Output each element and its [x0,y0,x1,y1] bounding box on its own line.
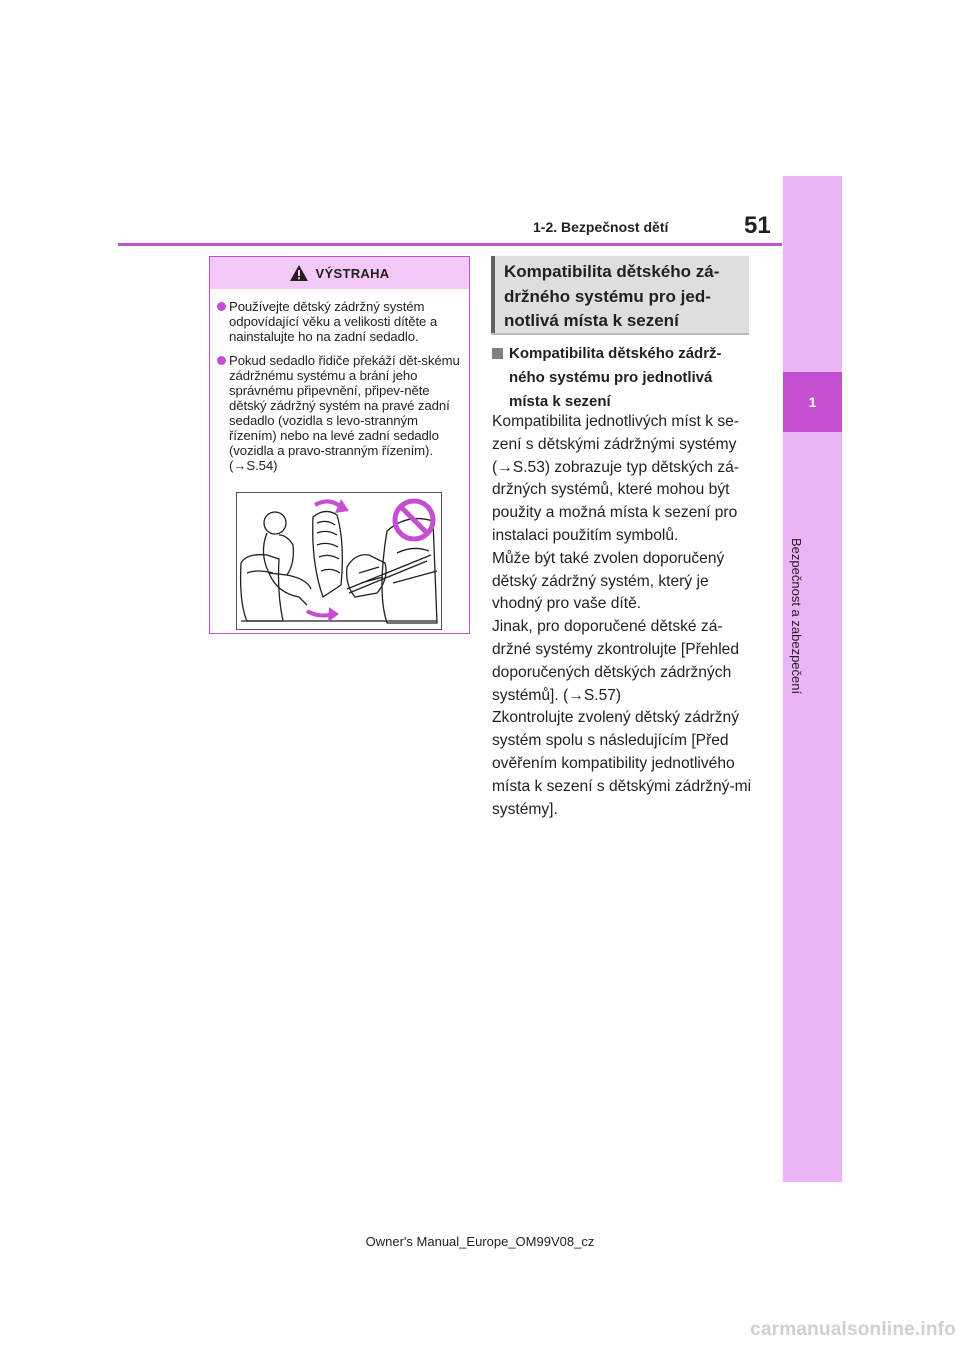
body-text [492,411,754,821]
chapter-number-badge: 1 [783,372,842,432]
child-seat-illustration [236,492,442,630]
subheading-text: Kompatibilita dětského zádrž-ného systému pro jednotlivá místa k sezení [509,345,722,410]
header-rule [118,243,782,246]
chapter-label: Bezpečnost a zabezpečení [789,538,804,695]
paragraph: Jinak, pro doporučené dětské zá-držné systémy zkontrolujte [Přehled doporučených dětských zádržných systémů]. (→S.57) [492,618,740,704]
footer-manual-id: Owner's Manual_Europe_OM99V08_cz [365,1234,595,1249]
paragraph: Může být také zvolen doporučený dětský zádržný systém, který je vhodný pro vaše dítě. [492,549,725,613]
square-bullet-icon [492,348,503,359]
paragraph: Kompatibilita jednotlivých míst k se-zení s dětskými zádržnými systémy (→S.53) zobrazuje typ dětských zá-držných systémů, které mohou být použity a možná místa k sezení pro instalaci použitím symbolů. [492,413,740,544]
section-title: 1-2. Bezpečnost dětí [533,219,669,235]
paragraph: Zkontrolujte zvolený dětský zádržný systém spolu s následujícím [Před ověřením kompatibility jednotlivého místa k sezení s dětskými zádržný-mi systémy]. [492,709,752,818]
bullet-icon [217,302,226,311]
warning-item [217,299,460,344]
warning-item [217,353,460,473]
warning-item-text: Používejte dětský zádržný systém odpovídající věku a velikosti dítěte a nainstalujte ho na zadní sedadlo. [229,299,438,344]
subheading [492,342,752,414]
section-heading: Kompatibilita dětského zá-držného systému pro jed-notlivá místa k sezení [491,256,749,335]
page-number: 51 [744,212,771,239]
warning-triangle-icon [290,265,308,281]
warning-box [209,256,470,634]
warning-list [210,289,469,473]
bullet-icon [217,356,226,365]
watermark: carmanualsonline.info [750,1319,956,1340]
warning-item-text: Pokud sedadlo řidiče překáží dět-skému zádržnému systému a brání jeho správnému připevnění, připev-něte dětský zádržný systém na pravé zadní sedadlo (vozidla s levo-stranným řízením) nebo na levé zadní sedadlo (vozidla a pravo-stranným řízením). (→S.54) [229,353,460,473]
prohibited-icon [391,497,437,543]
warning-title: VÝSTRAHA [315,265,390,281]
warning-header [210,257,469,289]
